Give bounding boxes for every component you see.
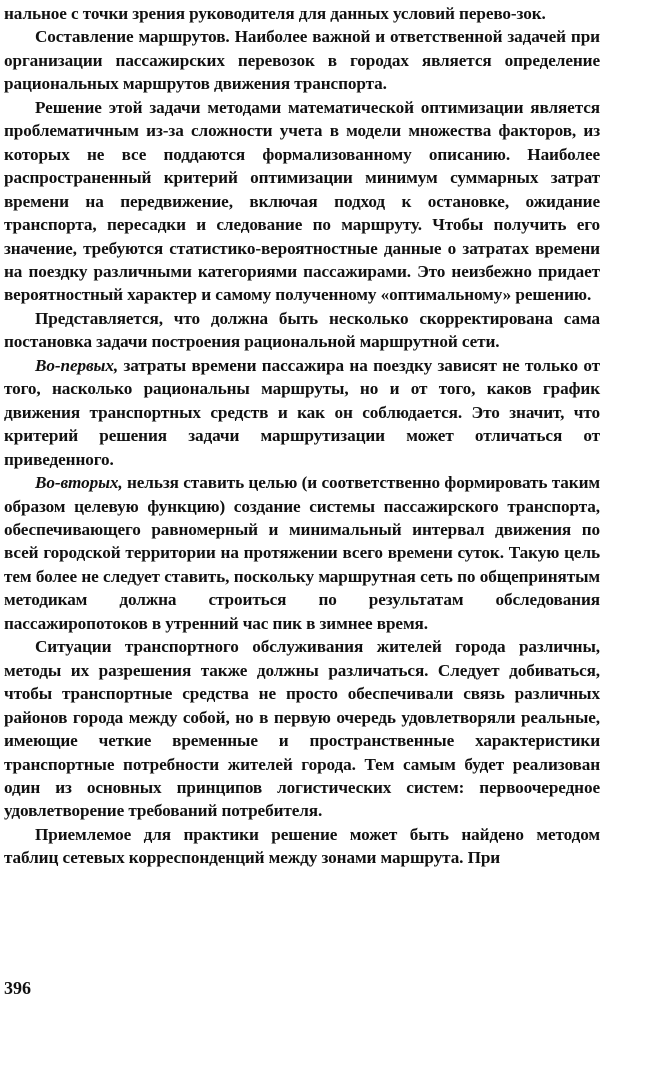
paragraph-optimization: Решение этой задачи методами математической оптимизации является проблематичным из-за сложности учета в модели множества факторов, из которых не все поддаются формализованному описанию. Наиболее распространенный критерий оптимизации минимум суммарных затрат времени на передвижение, включая подход к остановке, ожидание транспорта, пересадки и следование по маршруту. Чтобы получить его значение, требуются статистико-вероятностные данные о затратах времени на поездку различными категориями пассажирами. Это неизбежно придает вероятностный характер и самому полученному «оптимальному» решению. [4,97,600,305]
body-text [4,2,600,870]
paragraph-routes-text: Наиболее важной и ответственной задачей при организации пассажирских перевозок в городах является определение рациональных маршрутов движения транспорта. [4,27,600,94]
page-number: 396 [4,978,31,998]
first-point-lead: Во-первых, [35,355,119,375]
paragraph-task-statement: Представляется, что должна быть несколько скорректирована сама постановка задачи построения рациональной маршрутной сети. [4,308,600,352]
first-point-text: затраты времени пассажира на поездку зависят не только от того, насколько рациональны маршруты, но и от того, каков график движения транспортных средств и как он соблюдается. Это значит, что критерий решения задачи маршрутизации может отличаться от приведенного. [4,355,600,469]
paragraph-situations: Ситуации транспортного обслуживания жителей города различны, методы их разрешения также должны различаться. Следует добиваться, чтобы транспортные средства не просто обеспечивали связь различных районов города между собой, но в первую очередь удовлетворяли реальные, имеющие четкие временные и пространственные характеристики транспортные потребности жителей города. Тем самым будет реализован один из основных принципов логистических систем: первоочередное удовлетворение требований потребителя. [4,637,600,821]
continuation-paragraph [4,2,600,25]
second-point-text: нельзя ставить целью (и соответственно формировать таким образом целевую функцию) создание системы пассажирского транспорта, обеспечивающего равномерный и минимальный интервал движения по всей городской территории на протяжении всего времени суток. Такую цель тем более не следует ставить, поскольку маршрутная сеть по общепринятым методикам должна строиться по результатам обследования пассажиропотоков в утренний час пик в зимнее время. [4,473,600,633]
paragraph-second-point [4,471,600,635]
paragraph-routes [4,25,600,95]
section-heading: Составление маршрутов. [35,27,230,47]
continuation-text: нальное с точки зрения руководителя для данных условий перево-зок. [4,4,546,23]
paragraph-first-point [4,354,600,471]
paragraph-acceptable-solution: Приемлемое для практики решение может быть найдено методом таблиц сетевых корреспонденций между зонами маршрута. При [4,824,600,868]
second-point-lead: Во-вторых, [35,473,123,493]
